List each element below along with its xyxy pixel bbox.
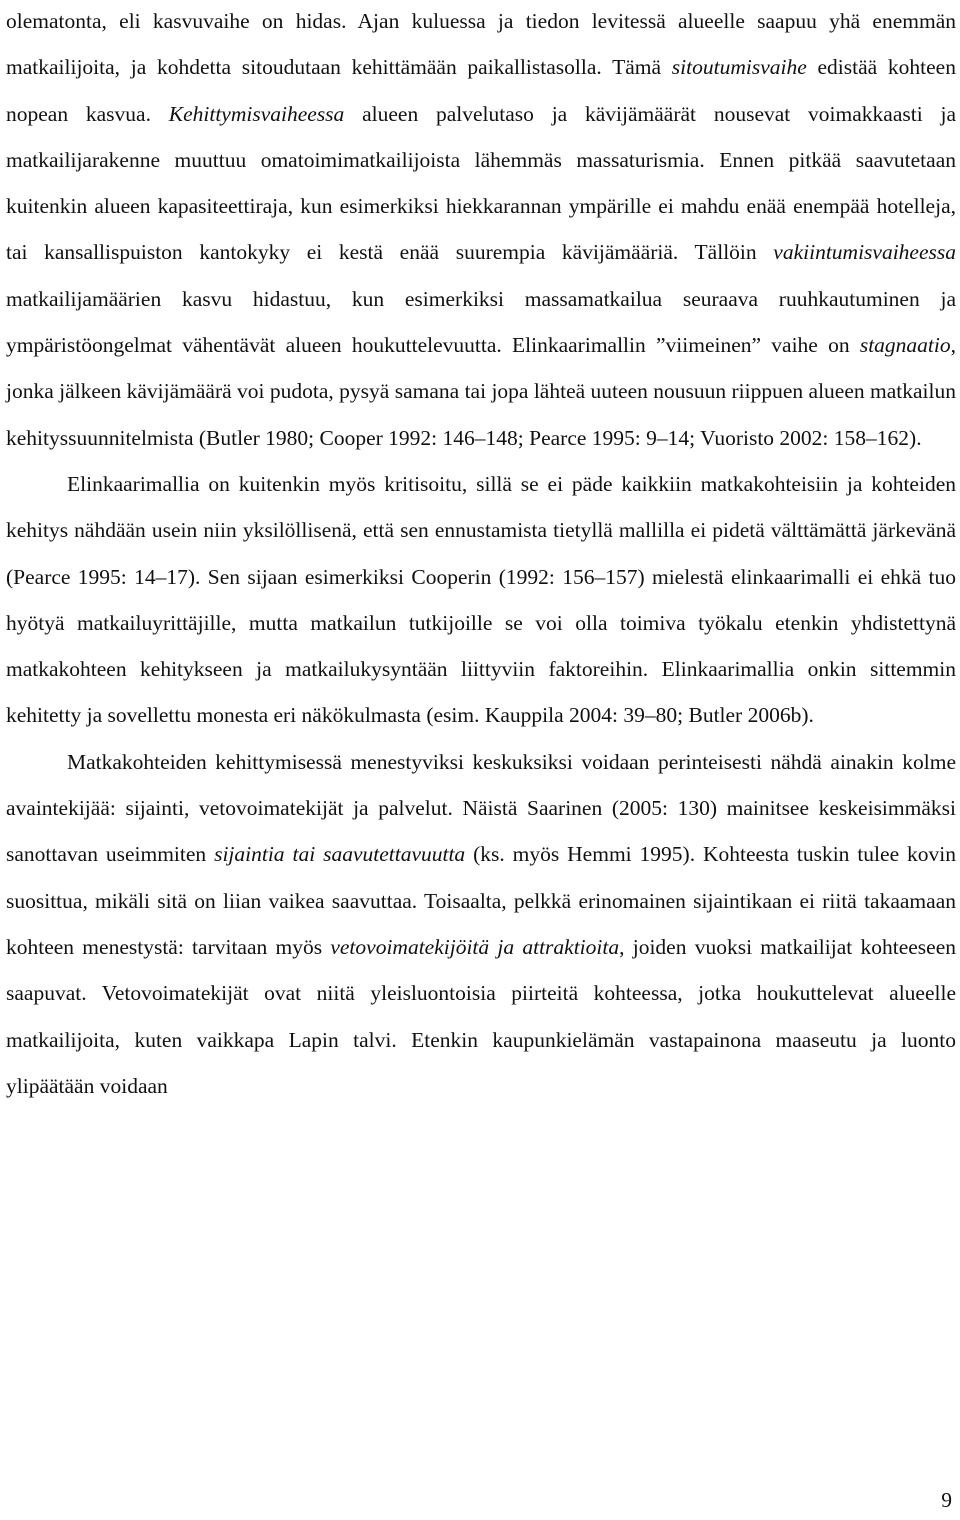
text-run: Matkakohteiden kehittymisessä menestyviksi keskuksiksi voidaan perinteisesti nähdä ainakin kolme avaintekijää: sijainti, vetovoimatekijät ja palvelut. Näistä Saarinen (2005: 130) mainitsee keskeisimmäksi sanottavan useimmiten — [6, 749, 956, 867]
italic-term: vakiintumisvaiheessa — [773, 240, 956, 265]
italic-term: Kehittymisvaiheessa — [168, 101, 345, 126]
paragraph-1 — [6, 0, 956, 461]
paragraph-2 — [6, 461, 956, 739]
text-run: Elinkaarimallia on kuitenkin myös kritisoitu, sillä se ei päde kaikkiin matkakohteisiin ja kohteiden kehitys nähdään usein niin yksilöllisenä, että sen ennustamista tietyllä mallilla ei pidetä välttämättä järkevänä (Pearce 1995: 14–17). Sen sijaan esimerkiksi Cooperin (1992: 156–157) mielestä elinkaarimalli ei ehkä tuo hyötyä matkailuyrittäjille, mutta matkailun tutkijoille se voi olla toimiva työkalu etenkin yhdistettynä matkakohteen kehitykseen ja matkailukysyntään liittyviin faktoreihin. Elinkaarimallia onkin sittemmin kehitetty ja sovellettu monesta eri näkökulmasta (esim. Kauppila 2004: 39–80; Butler 2006b). — [6, 471, 956, 728]
text-run: alueen palvelutaso ja kävijämäärät nousevat voimakkaasti ja matkailijarakenne muuttuu omatoimimatkailijoista lähemmäs massaturismia. Ennen pitkää saavutetaan kuitenkin alueen kapasiteettiraja, kun esimerkiksi hiekkarannan ympärille ei mahdu enää enempää hotelleja, tai kansallispuiston kantokyky ei kestä enää suurempia kävijämääriä. Tällöin — [6, 101, 956, 265]
italic-term: vetovoimatekijöitä ja attraktioita — [330, 934, 620, 959]
italic-term: sitoutumisvaihe — [671, 55, 807, 80]
text-run: matkailijamäärien kasvu hidastuu, kun esimerkiksi massamatkailua seuraava ruuhkautuminen ja ympäristöongelmat vähentävät alueen houkuttelevuutta. Elinkaarimallin ”viimeinen” vaihe on — [6, 286, 956, 358]
italic-term: stagnaatio — [859, 333, 951, 358]
text-run: , jonka jälkeen kävijämäärä voi pudota, pysyä samana tai jopa lähteä uuteen nousuun riippuen alueen matkailun kehityssuunnitelmista (Butler 1980; Cooper 1992: 146–148; Pearce 1995: 9–14; Vuoristo 2002: 158–162). — [6, 333, 956, 450]
text-run: , joiden vuoksi matkailijat kohteeseen saapuvat. Vetovoimatekijät ovat niitä yleisluontoisia piirteitä kohteessa, jotka houkuttelevat alueelle matkailijoita, kuten vaikkapa Lapin talvi. Etenkin kaupunkielämän vastapainona maaseutu ja luonto ylipäätään voidaan — [6, 934, 956, 1098]
body-text — [6, 0, 956, 1109]
page-number: 9 — [941, 1488, 952, 1512]
text-run: olematonta, eli kasvuvaihe on hidas. Ajan kuluessa ja tiedon levitessä alueelle saapuu yhä enemmän matkailijoita, ja kohdetta sitoudutaan kehittämään paikallistasolla. Tämä — [6, 9, 956, 80]
text-run: edistää kohteen nopean kasvua. — [6, 55, 956, 126]
text-run: (ks. myös Hemmi 1995). Kohteesta tuskin tulee kovin suosittua, mikäli sitä on liian vaikea saavuttaa. Toisaalta, pelkkä erinomainen sijaintikaan ei riitä takaamaan kohteen menestystä: tarvitaan myös — [6, 842, 956, 959]
italic-term: sijaintia tai saavutettavuutta — [214, 842, 466, 867]
paragraph-3 — [6, 739, 956, 1109]
